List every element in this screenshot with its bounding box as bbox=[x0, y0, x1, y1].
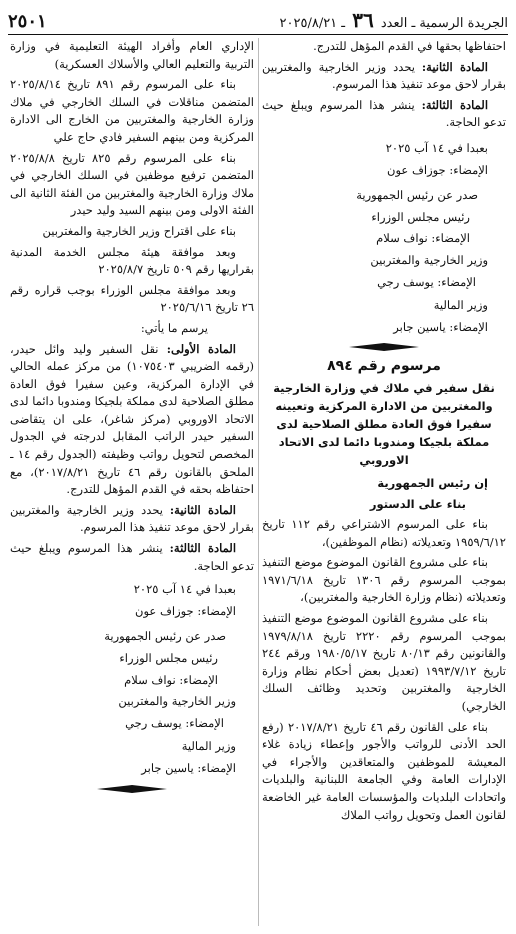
fm-title: وزير الخارجية والمغتربين bbox=[370, 252, 488, 267]
preamble-paragraph: بناء على المرسوم رقم ٨٩١ تاريخ ٢٠٢٥/٨/١٤ المتضمن مناقلات في السلك الخارجي في ملاك وزارة الخارجية والمغتربين من الخارج الى الادارة المركزية ومن بينهم السفير فادي حاج علي bbox=[10, 77, 254, 144]
issued-by: صدر عن رئيس الجمهورية bbox=[104, 629, 226, 644]
article-label: المادة الثالثة: bbox=[169, 541, 237, 556]
article-three bbox=[10, 540, 254, 575]
continuation-text: احتفاظها بحقها في القدم المؤهل للتدرج. bbox=[313, 39, 506, 53]
article-text: ينشر هذا المرسوم ويبلغ حيث تدعو الحاجة. bbox=[262, 97, 506, 130]
fm-signature: الإمضاء: يوسف رجي bbox=[125, 715, 224, 730]
left-column bbox=[10, 38, 254, 926]
article-two bbox=[262, 59, 506, 94]
president-signature: الإمضاء: جوزاف عون bbox=[387, 162, 488, 177]
continuation-text: الإداري العام وأفراد الهيئة التعليمية في وزارة التربية والتعليم العالي والأسلاك العسكرية) bbox=[10, 39, 254, 71]
header-issue-number: ٣٦ bbox=[352, 8, 374, 32]
separator-ornament bbox=[349, 342, 419, 352]
header-title bbox=[280, 8, 508, 32]
finance-title: وزير المالية bbox=[181, 739, 236, 754]
decrees-line: يرسم ما يأتي: bbox=[140, 320, 208, 335]
article-label: المادة الثانية: bbox=[169, 502, 236, 517]
preamble-paragraph: بناء على المرسوم الاشتراعي رقم ١١٢ تاريخ ١٩٥٩/٦/١٢ وتعديلاته (نظام الموظفين)، bbox=[262, 517, 506, 549]
article-text: يحدد وزير الخارجية والمغتربين بقرار لاحق موعد تنفيذ هذا المرسوم. bbox=[262, 59, 506, 92]
signature-block bbox=[10, 581, 254, 777]
preamble-paragraph: بناء على القانون رقم ٤٦ تاريخ ٢٠١٧/٨/٢١ (رفع الحد الأدنى للرواتب والأجور وإعطاء زيادة غلاء المعيشة للموظفين والمتعاقدين والأجراء في الإدارات العامة وفي الجامعة اللبنانية والبلديات واتحادات البلديات والمؤسسات العامة غير الخاضعة لقانون العمل وتحويل رواتب الملاك bbox=[262, 719, 506, 822]
column-divider bbox=[258, 38, 259, 926]
decree-title: مرسوم رقم ٨٩٤ bbox=[327, 358, 441, 375]
page-header bbox=[8, 6, 508, 35]
pm-title: رئيس مجلس الوزراء bbox=[371, 209, 470, 224]
pm-signature: الإمضاء: نواف سلام bbox=[376, 231, 470, 246]
preamble-paragraph: وبعد موافقة مجلس الوزراء بوجب قراره رقم ٢٦ تاريخ ٢٠٢٥/٦/١٦ bbox=[10, 282, 254, 315]
header-title-pre: الجريدة الرسمية ـ العدد bbox=[380, 16, 508, 31]
article-two bbox=[10, 502, 254, 537]
right-column bbox=[262, 38, 506, 926]
article-text: نقل السفير وليد وائل حيدر، (رقمه الضريبي ١٠٧٥٤٠٣) من مركز عمله الحالي في الإدارة المركزية، وعين سفيرا فوق العادة مطلق الصلاحية لدى مملكة بلجيكا ومندوبا دائما لدى الاتحاد الاوروبي (مركز شاغر)، على ان يتقاضى السفير حيدر الراتب المقابل لدرجته في الجدول المخصص لتحويل رواتب وظيفته (الجدول رقم ١٤ ـ الملحق بالقانون رقم ٤٦ تاريخ ٢٠١٧/٨/٢١)، مع احتفاظه بحقه في القدم المؤهل للتدرج. bbox=[10, 341, 254, 497]
fm-signature: الإمضاء: يوسف رجي bbox=[377, 274, 476, 289]
pm-title: رئيس مجلس الوزراء bbox=[119, 651, 218, 665]
separator-ornament bbox=[97, 784, 167, 794]
article-text: ينشر هذا المرسوم ويبلغ حيث تدعو الحاجة. bbox=[10, 541, 254, 573]
president-signature: الإمضاء: جوزاف عون bbox=[135, 603, 236, 618]
decree-subject: نقل سفير في ملاك في وزارة الخارجية والمغتربين من الادارة المركزية وتعيينه سفيرا فوق العادة مطلق الصلاحية لدى مملكة بلجيكا ومندوبا دائما لدى الاتحاد الاوروبي bbox=[273, 380, 495, 467]
signature-block bbox=[262, 140, 506, 336]
issued-by: صدر عن رئيس الجمهورية bbox=[356, 188, 478, 203]
finance-title: وزير المالية bbox=[433, 298, 488, 313]
finance-signature: الإمضاء: ياسين جابر bbox=[393, 319, 488, 334]
article-text: يحدد وزير الخارجية والمغتربين بقرار لاحق موعد تنفيذ هذا المرسوم. bbox=[10, 502, 254, 535]
page-number: ٢٥٠١ bbox=[8, 11, 47, 32]
article-label: المادة الأولى: bbox=[166, 341, 236, 356]
preamble-paragraph: بناء على مشروع القانون الموضوع موضع التنفيذ بموجب المرسوم رقم ٢٢٢٠ تاريخ ١٩٧٩/٨/١٨ والقانونين رقم ٨٠/١٣ تاريخ ١٩٨٠/٥/١٧ ورقم ٢٤٤ تاريخ ١٩٩٣/٧/١٢ (تعديل بعض أحكام نظام وزارة الخارجية والمغتربين وتحديد وظائف السلك الخارجي) bbox=[262, 611, 506, 714]
decree-date: بعبدا في ١٤ آب ٢٠٢٥ bbox=[133, 582, 236, 597]
finance-signature: الإمضاء: ياسين جابر bbox=[141, 760, 236, 775]
president-heading: إن رئيس الجمهورية bbox=[377, 475, 488, 490]
article-label: المادة الثانية: bbox=[421, 59, 488, 74]
pm-signature: الإمضاء: نواف سلام bbox=[124, 672, 218, 687]
article-label: المادة الثالثة: bbox=[421, 97, 489, 112]
preamble-paragraph: بناء على مشروع القانون الموضوع موضع التنفيذ بموجب المرسوم رقم ١٣٠٦ تاريخ ١٩٧١/٦/١٨ وتعديلاته (نظام وزارة الخارجية والمغتربين)، bbox=[262, 555, 506, 605]
preamble-paragraph: وبعد موافقة هيئة مجلس الخدمة المدنية بقراريها رقم ٥٠٩ تاريخ ٢٠٢٥/٨/٧ bbox=[10, 244, 254, 277]
decree-date: بعبدا في ١٤ آب ٢٠٢٥ bbox=[385, 140, 488, 155]
constitution-heading: بناء على الدستور bbox=[369, 496, 466, 511]
header-date: ـ ٢٠٢٥/٨/٢١ bbox=[279, 16, 346, 31]
preamble-paragraph: بناء على المرسوم رقم ٨٢٥ تاريخ ٢٠٢٥/٨/٨ المتضمن ترفيع موظفين في السلك الخارجي في ملاك وزارة الخارجية والمغتربين من الفئة الثانية الى الفئة الاولى ومن بينهم السيد وليد حيدر bbox=[10, 150, 254, 218]
article-three bbox=[262, 97, 506, 132]
preamble-paragraph: بناء على اقتراح وزير الخارجية والمغتربين bbox=[42, 223, 236, 238]
fm-title: وزير الخارجية والمغتربين bbox=[118, 694, 236, 709]
article-one bbox=[10, 341, 254, 499]
